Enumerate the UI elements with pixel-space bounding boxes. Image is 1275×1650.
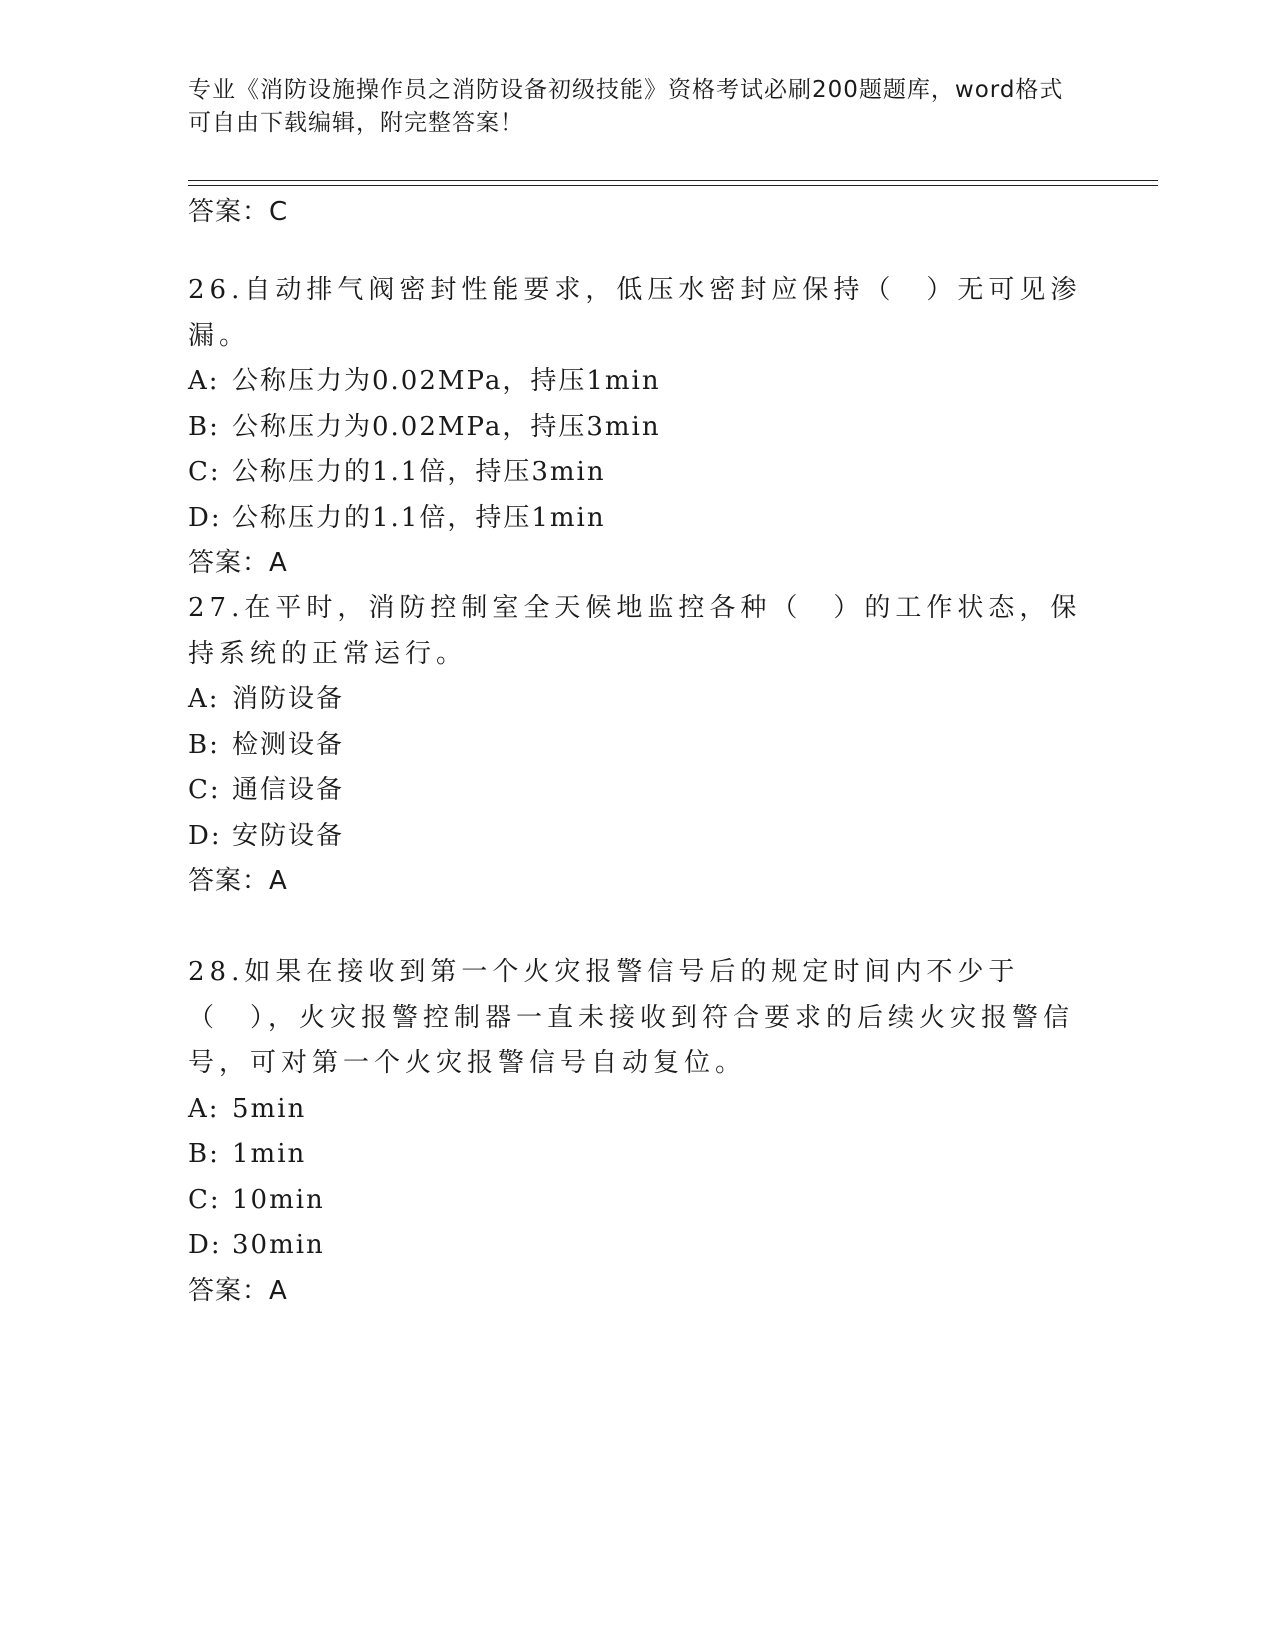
option-b	[188, 405, 1088, 451]
document-header: 专业《消防设施操作员之消防设备初级技能》资格考试必刷200题题库，word格式可自由下载编辑，附完整答案！	[188, 77, 1064, 136]
option-label: B:	[188, 729, 220, 760]
option-text: 公称压力为0.02MPa，持压3min	[232, 411, 661, 442]
question-27	[188, 586, 1088, 905]
option-text: 安防设备	[232, 820, 345, 851]
header-rule-bottom	[188, 185, 1158, 186]
question-answer: 答案：A	[188, 866, 288, 896]
option-b	[188, 723, 1088, 769]
previous-answer: 答案：C	[188, 197, 289, 227]
option-text: 30min	[232, 1230, 325, 1260]
option-label: C:	[188, 457, 221, 487]
question-stem: 27.在平时，消防控制室全天候地监控各种（ ）的工作状态，保持系统的正常运行。	[188, 593, 1082, 669]
option-text: 消防设备	[232, 684, 345, 714]
option-d	[188, 496, 1088, 542]
question-stem: 28.如果在接收到第一个火灾报警信号后的规定时间内不少于（ ），火灾报警控制器一直未接收到符合要求的后续火灾报警信号，可对第一个火灾报警信号自动复位。	[188, 957, 1075, 1078]
option-a	[188, 359, 1088, 405]
option-label: B:	[188, 1139, 220, 1169]
option-text: 公称压力为0.02MPa，持压1min	[232, 366, 661, 396]
option-a	[188, 677, 1088, 723]
option-label: B:	[188, 411, 220, 442]
question-answer: 答案：A	[188, 548, 288, 578]
header-rule-top	[188, 180, 1158, 181]
option-c	[188, 768, 1088, 814]
option-c	[188, 1178, 1088, 1224]
option-label: C:	[188, 775, 221, 805]
option-label: A:	[188, 1093, 220, 1124]
option-text: 通信设备	[232, 775, 345, 805]
question-26	[188, 268, 1088, 587]
option-label: D:	[188, 820, 222, 851]
option-text: 5min	[232, 1093, 307, 1124]
option-label: D:	[188, 502, 222, 533]
option-b	[188, 1132, 1088, 1178]
option-label: C:	[188, 1184, 221, 1215]
option-text: 公称压力的1.1倍，持压3min	[232, 457, 606, 487]
option-text: 1min	[232, 1139, 307, 1169]
option-label: D:	[188, 1230, 222, 1260]
option-a	[188, 1087, 1088, 1133]
question-stem: 26.自动排气阀密封性能要求，低压水密封应保持（ ）无可见渗漏。	[188, 275, 1082, 351]
option-label: A:	[188, 366, 220, 396]
option-d	[188, 814, 1088, 860]
question-answer: 答案：A	[188, 1275, 288, 1306]
option-label: A:	[188, 684, 220, 714]
option-d	[188, 1223, 1088, 1269]
option-text: 检测设备	[232, 729, 345, 760]
question-28	[188, 950, 1088, 1314]
option-text: 公称压力的1.1倍，持压1min	[232, 502, 606, 533]
option-text: 10min	[232, 1184, 325, 1215]
option-c	[188, 450, 1088, 496]
